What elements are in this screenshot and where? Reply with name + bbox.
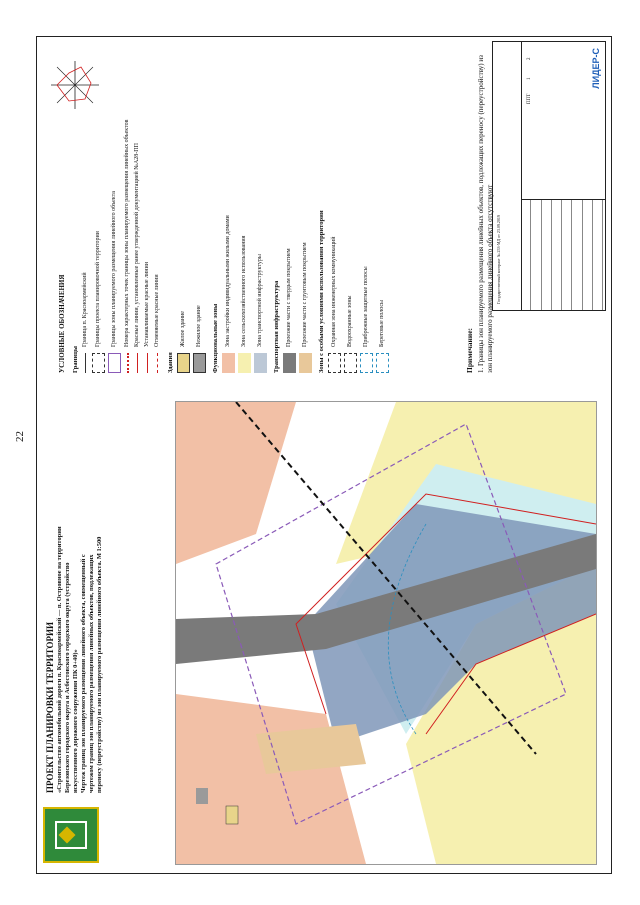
- legend-item-label: Береговые полосы: [379, 299, 385, 347]
- compass-icon: [47, 57, 103, 113]
- stamp-row: [562, 200, 572, 310]
- title-heading: ПРОЕКТ ПЛАНИРОВКИ ТЕРРИТОРИИ: [45, 621, 55, 793]
- legend: [53, 53, 392, 373]
- legend-item: [254, 53, 267, 373]
- legend-section-title: Зоны с особыми условиями использования территории: [318, 210, 325, 373]
- zone-boundary-swatch: [108, 353, 121, 373]
- legend-item-label: Зона транспортной инфраструктуры: [257, 254, 263, 347]
- legend-item: [238, 53, 251, 373]
- building-residential: [226, 806, 238, 824]
- legend-item: [193, 53, 206, 373]
- emblem-icon: [43, 807, 99, 863]
- map-drawing: [176, 402, 596, 864]
- dirt-road-swatch: [299, 353, 312, 373]
- water-protection-swatch: [344, 353, 357, 373]
- note: [465, 53, 495, 373]
- legend-item: [283, 53, 296, 373]
- stamp-row: [552, 200, 562, 310]
- legend-item: [154, 53, 161, 373]
- stamp-sheets: 2: [527, 57, 532, 60]
- legend-item-label: Проезжие части с твердым покрытием: [286, 248, 292, 347]
- stamp-row: [531, 200, 541, 310]
- new-red-line-swatch: [147, 353, 148, 373]
- legend-section-title: Здания: [167, 352, 174, 373]
- stamp-stage: ППТ: [527, 93, 532, 104]
- cancelled-red-line-swatch: [157, 353, 158, 373]
- company-logo: ЛИДЕР-С: [591, 48, 601, 89]
- rotated-content: [37, 37, 611, 873]
- coastal-protection-swatch: [360, 353, 373, 373]
- red-line-swatch: [137, 353, 138, 373]
- stamp-right: [521, 42, 605, 200]
- plan-map: [175, 401, 597, 865]
- utility-zone-swatch: [328, 353, 341, 373]
- stamp-row: [583, 200, 593, 310]
- title-line-5: чертежом границ зон планируемого размещения линейных объектов, подлежащих: [88, 554, 95, 793]
- legend-item: [134, 53, 141, 373]
- legend-item-label: Охранная зона инженерных коммуникаций: [331, 236, 337, 347]
- title-line-4: Чертеж границ зон планируемого размещения линейного объекта, совмещенный с: [80, 554, 87, 793]
- legend-item: [144, 53, 151, 373]
- stamp-row: [542, 200, 552, 310]
- hard-road-swatch: [283, 353, 296, 373]
- title-line-2: Березовского городского округа и Асбестовского городского округа (устройство: [64, 562, 71, 793]
- drawing-sheet: [36, 36, 612, 874]
- residential-zone-right: [176, 402, 296, 564]
- project-boundary-swatch: [92, 353, 105, 373]
- legend-item-label: Номера характерных точек границы зоны планируемого размещения линейных объектов: [124, 119, 130, 347]
- stamp-top: [493, 42, 522, 310]
- legend-item-label: Границы зоны планируемого размещения линейного объекта: [111, 191, 117, 347]
- residential-building-swatch: [177, 353, 190, 373]
- legend-section-title: Функциональные зоны: [212, 303, 219, 373]
- legend-header: УСЛОВНЫЕ ОБОЗНАЧЕНИЯ: [58, 274, 66, 373]
- legend-item: [124, 53, 131, 373]
- nonresidential-building-swatch: [193, 353, 206, 373]
- stamp-row: [593, 200, 603, 310]
- building-nonresidential: [196, 788, 208, 804]
- legend-item-label: Зона сельскохозяйственного использования: [241, 235, 247, 347]
- stamp-row: [572, 200, 582, 310]
- legend-item-label: Проезжие части с грунтовым покрытием: [302, 242, 308, 347]
- legend-item-label: Граница п. Красноармейский: [82, 272, 88, 347]
- residential-zone-swatch: [222, 353, 235, 373]
- legend-item: [328, 53, 341, 373]
- stamp-contract: Государственный контракт № 253-МД от 23.09.2019: [496, 215, 501, 304]
- legend-item: [376, 53, 389, 373]
- title-stamp: [492, 41, 606, 311]
- agri-zone-swatch: [238, 353, 251, 373]
- compass-rose: [47, 57, 103, 113]
- point-number-swatch: [127, 353, 129, 373]
- legend-item: [222, 53, 235, 373]
- legend-item: [177, 53, 190, 373]
- page-number: 22: [14, 431, 26, 442]
- title-line-1: «Строительство автомобильной дороги п. Красноармейский — п. Островное на территории: [56, 526, 63, 793]
- legend-item-label: Устанавливаемые красные линии: [144, 262, 150, 347]
- boundary-line-swatch: [85, 353, 86, 373]
- legend-item: [344, 53, 357, 373]
- legend-item-label: Красные линии, установленные ранее утвержденной документацией №А28-ПП: [134, 143, 140, 347]
- title-line-3: искусственного дорожного сооружения ПК 0+40)»: [72, 649, 79, 793]
- stamp-sheet: 1: [527, 77, 532, 80]
- legend-item-label: Водоохранные зоны: [347, 295, 353, 347]
- legend-item-label: Границы проекта планировочной территории: [95, 231, 101, 347]
- note-text: 1. Границы зон планируемого размещения линейных объектов, подлежащих переносу (переустройству) из зон планируемого размещения линейного объекта отсутствуют: [477, 55, 494, 373]
- legend-item: [299, 53, 312, 373]
- legend-item-label: Отменяемые красные линии: [154, 274, 160, 347]
- stamp-grid: [521, 199, 605, 310]
- legend-item-label: Зона застройки индивидуальными жилыми домами: [225, 215, 231, 347]
- shore-strip-swatch: [376, 353, 389, 373]
- note-title: Примечание:: [465, 327, 474, 373]
- legend-section-title: Границы: [72, 346, 79, 373]
- legend-section-title: Транспортная инфраструктура: [273, 280, 280, 373]
- title-line-6: переносу (переустройству) из зон планируемого размещения линейного объекта. М 1:500: [96, 536, 103, 793]
- stamp-row: [521, 200, 531, 310]
- legend-item-label: Прибрежные защитные полосы: [363, 266, 369, 347]
- transport-zone-swatch: [254, 353, 267, 373]
- legend-item: [360, 53, 373, 373]
- legend-item: [108, 53, 121, 373]
- legend-item-label: Нежилое здание: [196, 305, 202, 347]
- legend-item-label: Жилое здание: [180, 311, 186, 347]
